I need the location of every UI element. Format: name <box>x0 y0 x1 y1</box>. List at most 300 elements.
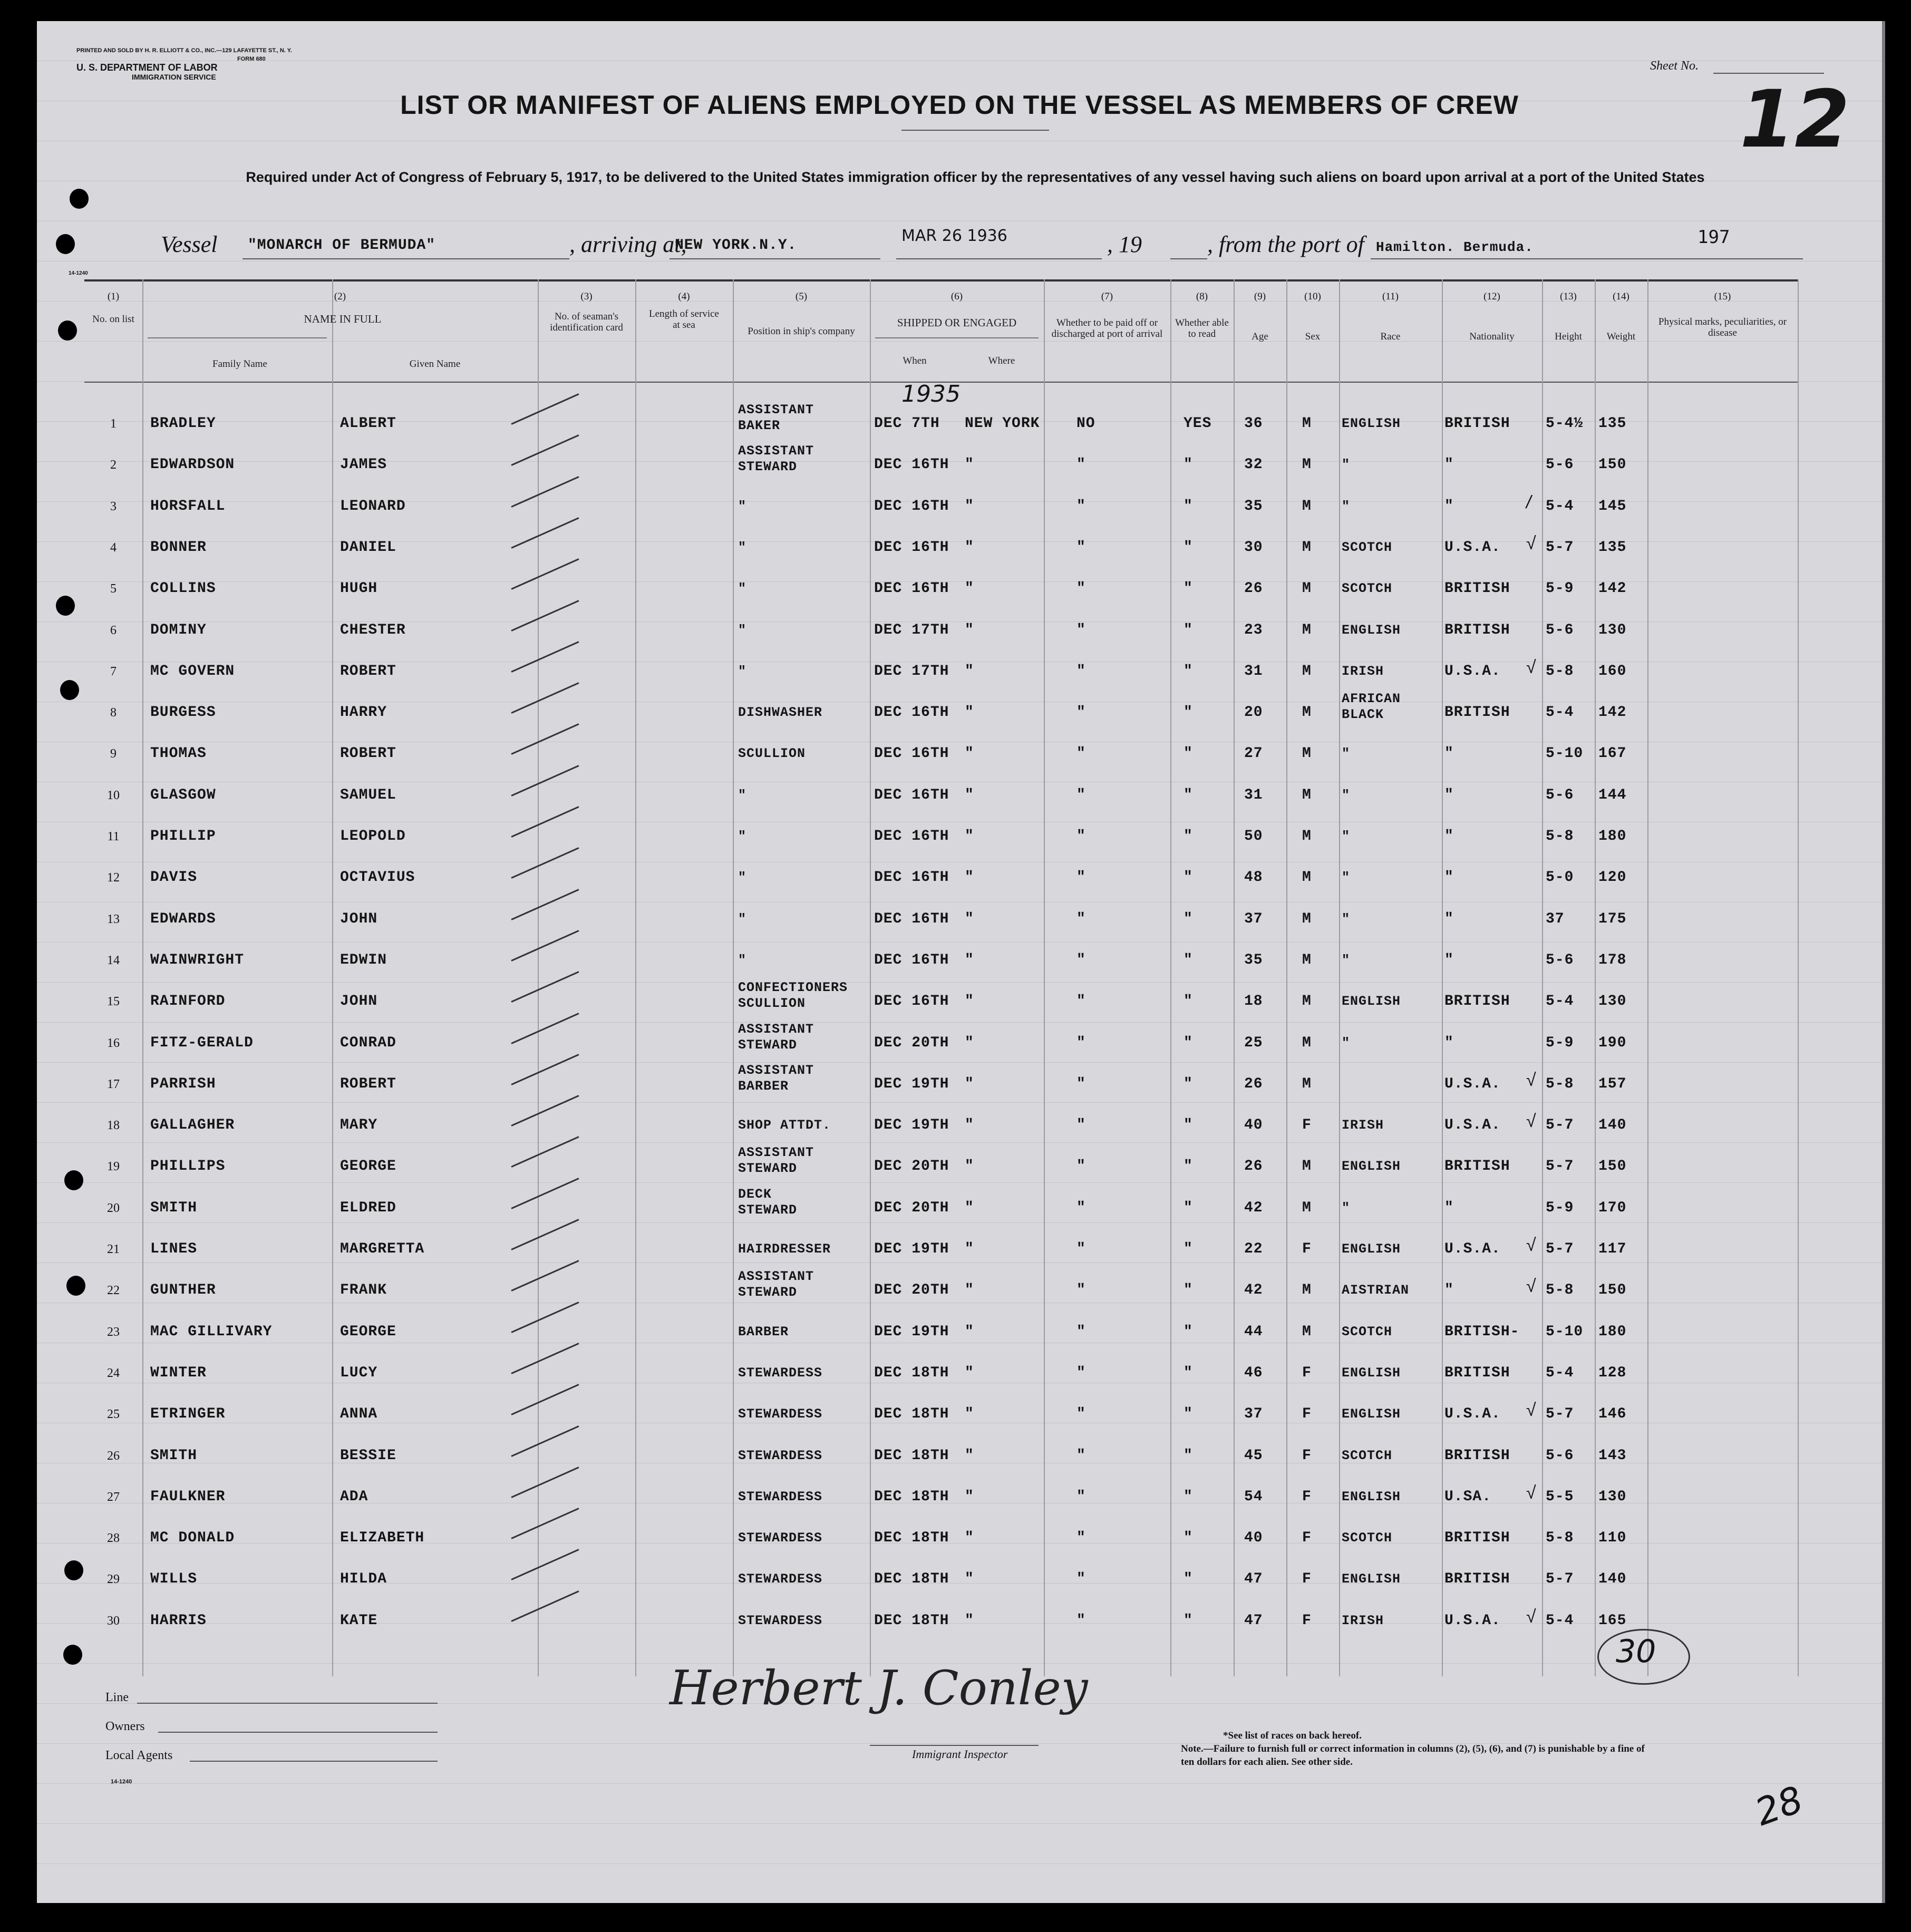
cell-when: DEC 18TH <box>874 1488 949 1505</box>
cell-where: " <box>965 1241 974 1257</box>
cell-nat: U.SA. <box>1444 1488 1492 1505</box>
cell-position: STEWARDESS <box>738 1571 823 1587</box>
cell-nat: " <box>1444 1034 1454 1051</box>
cell-age: 37 <box>1244 910 1263 927</box>
cell-weight: 145 <box>1598 498 1627 514</box>
row-number: 24 <box>107 1366 120 1380</box>
cell-nat: BRITISH <box>1444 1571 1510 1588</box>
cell-age: 54 <box>1244 1488 1263 1505</box>
header-able-read: Whether able to read <box>1175 317 1229 339</box>
cell-position: HAIRDRESSER <box>738 1241 831 1257</box>
cell-where: " <box>965 787 974 803</box>
cell-paid: " <box>1076 1117 1086 1134</box>
cell-height: 5-4 <box>1546 498 1574 514</box>
cell-height: 5-8 <box>1546 1282 1574 1299</box>
cell-weight: 142 <box>1598 580 1627 597</box>
cell-family: THOMAS <box>150 745 207 762</box>
cell-given: KATE <box>340 1612 378 1629</box>
cell-paid: " <box>1076 1364 1086 1381</box>
cell-nat: " <box>1444 1282 1454 1299</box>
cell-paid: " <box>1076 952 1086 968</box>
cell-height: 5-9 <box>1546 1034 1574 1051</box>
column-rule <box>1339 279 1340 1676</box>
cell-when: DEC 19TH <box>874 1241 949 1257</box>
cell-given: OCTAVIUS <box>340 869 415 886</box>
header-when: When <box>903 355 927 366</box>
cell-when: DEC 20TH <box>874 1158 949 1175</box>
cell-paid: " <box>1076 1282 1086 1299</box>
header-no-on-list: No. on list <box>92 314 134 325</box>
id-card-dash <box>511 765 579 797</box>
cell-where: " <box>965 828 974 844</box>
line-rule <box>137 1703 438 1704</box>
cell-race: SCOTCH <box>1342 1448 1393 1463</box>
cell-race: ENGLISH <box>1342 416 1401 431</box>
cell-age: 31 <box>1244 787 1263 803</box>
column-rule <box>635 279 636 1676</box>
cell-sex: M <box>1302 828 1312 844</box>
cell-given: HILDA <box>340 1571 387 1588</box>
cell-where: " <box>965 663 974 679</box>
row-number: 3 <box>110 499 117 513</box>
id-card-dash <box>511 1095 579 1127</box>
cell-race: ENGLISH <box>1342 1159 1401 1174</box>
cell-read: " <box>1184 663 1193 679</box>
cell-family: FAULKNER <box>150 1488 226 1505</box>
header-physical-marks: Physical marks, peculiarities, or disease <box>1658 316 1787 338</box>
cell-family: WAINWRIGHT <box>150 952 245 968</box>
cell-sex: M <box>1302 1034 1312 1051</box>
cell-sex: M <box>1302 457 1312 473</box>
sheet-label: Sheet No. <box>1650 59 1699 73</box>
id-card-dash <box>511 517 579 549</box>
cell-where: " <box>965 1034 974 1051</box>
handwritten-year: 1935 <box>901 381 961 407</box>
cell-read: " <box>1184 745 1193 762</box>
cell-read: " <box>1184 1447 1193 1464</box>
punch-hole <box>56 596 75 616</box>
cell-height: 5-9 <box>1546 1199 1574 1216</box>
cell-given: JOHN <box>340 993 378 1010</box>
col-number: (4) <box>678 291 690 302</box>
title-rule <box>901 130 1049 131</box>
row-number: 17 <box>107 1077 120 1091</box>
cell-family: LINES <box>150 1241 198 1257</box>
cell-race: ENGLISH <box>1342 1406 1401 1422</box>
cell-position: CONFECTIONERS SCULLION <box>738 980 848 1012</box>
col-number: (13) <box>1560 291 1577 302</box>
row-number: 2 <box>110 458 117 472</box>
cell-age: 44 <box>1244 1323 1263 1340</box>
cell-where: " <box>965 869 974 886</box>
cell-when: DEC 16TH <box>874 952 949 968</box>
cell-height: 5-7 <box>1546 1117 1574 1134</box>
cell-where: " <box>965 1199 974 1216</box>
cell-paid: " <box>1076 1612 1086 1629</box>
cell-race: AISTRIAN <box>1342 1283 1410 1298</box>
cell-paid: " <box>1076 1075 1086 1092</box>
date-line <box>896 258 1102 259</box>
cell-position: " <box>738 829 747 844</box>
cell-race: ENGLISH <box>1342 622 1401 638</box>
cell-read: " <box>1184 910 1193 927</box>
cell-weight: 190 <box>1598 1034 1627 1051</box>
cell-race: " <box>1342 1200 1351 1216</box>
header-length-service: Length of service at sea <box>649 308 719 331</box>
id-card-dash <box>511 1013 579 1044</box>
owners-rule <box>158 1732 438 1733</box>
cell-height: 5-7 <box>1546 1158 1574 1175</box>
cell-sex: F <box>1302 1488 1312 1505</box>
cell-family: MC DONALD <box>150 1530 235 1547</box>
cell-nat: BRITISH- <box>1444 1323 1520 1340</box>
cell-race: IRISH <box>1342 663 1384 679</box>
cell-height: 5-7 <box>1546 1241 1574 1257</box>
cell-read: " <box>1184 622 1193 638</box>
cell-read: " <box>1184 457 1193 473</box>
port-line <box>670 258 880 259</box>
cell-position: STEWARDESS <box>738 1448 823 1463</box>
check-mark: √ <box>1526 1482 1536 1503</box>
id-card-dash <box>511 1467 579 1498</box>
cell-given: LEOPOLD <box>340 828 406 844</box>
punch-hole <box>66 1276 85 1296</box>
cell-position: DISHWASHER <box>738 705 823 721</box>
cell-position: " <box>738 911 747 927</box>
id-card-dash <box>511 1137 579 1168</box>
cell-where: " <box>965 1323 974 1340</box>
cell-weight: 180 <box>1598 828 1627 844</box>
id-card-dash <box>511 930 579 962</box>
cell-race: " <box>1342 829 1351 844</box>
id-card-dash <box>511 558 579 590</box>
row-number: 5 <box>110 582 117 596</box>
column-rule <box>733 279 734 1676</box>
cell-where: " <box>965 498 974 514</box>
cell-height: 5-4½ <box>1546 415 1584 432</box>
cell-when: DEC 16TH <box>874 787 949 803</box>
cell-age: 25 <box>1244 1034 1263 1051</box>
cell-height: 5-9 <box>1546 580 1574 597</box>
col-number: (1) <box>107 291 120 302</box>
cell-given: DANIEL <box>340 539 396 556</box>
cell-read: " <box>1184 704 1193 721</box>
cell-read: " <box>1184 1612 1193 1629</box>
arriving-port: NEW YORK.N.Y. <box>675 237 797 254</box>
cell-given: BESSIE <box>340 1447 396 1464</box>
id-card-dash <box>511 641 579 673</box>
cell-when: DEC 19TH <box>874 1323 949 1340</box>
cell-age: 46 <box>1244 1364 1263 1381</box>
cell-age: 40 <box>1244 1117 1263 1134</box>
cell-age: 32 <box>1244 457 1263 473</box>
cell-when: DEC 16TH <box>874 498 949 514</box>
stamp-number: 197 <box>1697 227 1730 248</box>
cell-weight: 146 <box>1598 1406 1627 1423</box>
cell-given: ELDRED <box>340 1199 396 1216</box>
cell-height: 5-5 <box>1546 1488 1574 1505</box>
cell-when: DEC 18TH <box>874 1612 949 1629</box>
cell-when: DEC 16TH <box>874 457 949 473</box>
cell-read: " <box>1184 1323 1193 1340</box>
cell-family: DOMINY <box>150 622 207 638</box>
cell-weight: 160 <box>1598 663 1627 679</box>
check-mark: √ <box>1526 1111 1536 1132</box>
column-rule <box>538 279 539 1676</box>
id-card-dash <box>511 889 579 920</box>
cell-family: EDWARDSON <box>150 457 235 473</box>
cell-sex: F <box>1302 1364 1312 1381</box>
manifest-sheet <box>37 21 1885 1903</box>
cell-height: 5-4 <box>1546 704 1574 721</box>
id-card-dash <box>511 476 579 508</box>
cell-sex: F <box>1302 1406 1312 1423</box>
cell-sex: M <box>1302 415 1312 432</box>
cell-height: 5-8 <box>1546 828 1574 844</box>
cell-sex: M <box>1302 1158 1312 1175</box>
check-mark: √ <box>1526 657 1536 677</box>
cell-position: ASSISTANT BAKER <box>738 402 814 433</box>
id-card-dash <box>511 1549 579 1581</box>
row-number: 22 <box>107 1284 120 1298</box>
check-mark: √ <box>1526 533 1536 554</box>
cell-paid: " <box>1076 498 1086 514</box>
cell-age: 26 <box>1244 1075 1263 1092</box>
cell-sex: F <box>1302 1241 1312 1257</box>
punch-hole <box>60 680 79 700</box>
punch-hole <box>58 321 77 341</box>
cell-where: " <box>965 704 974 721</box>
cell-sex: M <box>1302 704 1312 721</box>
agents-label: Local Agents <box>105 1749 173 1762</box>
cell-family: ETRINGER <box>150 1406 226 1423</box>
cell-family: DAVIS <box>150 869 198 886</box>
cell-age: 18 <box>1244 993 1263 1010</box>
cell-read: " <box>1184 1571 1193 1588</box>
cell-read: " <box>1184 1406 1193 1423</box>
header-nationality: Nationality <box>1469 331 1515 342</box>
cell-when: DEC 19TH <box>874 1117 949 1134</box>
cell-weight: 120 <box>1598 869 1627 886</box>
cell-age: 50 <box>1244 828 1263 844</box>
cell-family: MC GOVERN <box>150 663 235 679</box>
row-number: 1 <box>110 417 117 431</box>
cell-given: LEONARD <box>340 498 406 514</box>
cell-age: 45 <box>1244 1447 1263 1464</box>
cell-nat: " <box>1444 498 1454 514</box>
header-position: Position in ship's company <box>748 326 855 337</box>
row-number: 9 <box>110 747 117 761</box>
check-mark: √ <box>1526 1400 1536 1421</box>
cell-family: EDWARDS <box>150 910 216 927</box>
cell-position: ASSISTANT STEWARD <box>738 1269 814 1300</box>
cell-weight: 150 <box>1598 1158 1627 1175</box>
col-number: (2) <box>334 291 346 302</box>
cell-age: 35 <box>1244 952 1263 968</box>
cell-position: " <box>738 952 747 968</box>
row-number: 18 <box>107 1119 120 1133</box>
col-number: (7) <box>1101 291 1113 302</box>
inspector-signature: Herbert J. Conley <box>670 1661 1088 1716</box>
cell-height: 5-10 <box>1546 745 1584 762</box>
cell-position: STEWARDESS <box>738 1489 823 1504</box>
header-weight: Weight <box>1606 331 1636 342</box>
cell-race: " <box>1342 787 1351 803</box>
cell-family: FITZ-GERALD <box>150 1034 254 1051</box>
cell-sex: F <box>1302 1612 1312 1629</box>
page-subtitle: Required under Act of Congress of February 5, 1917, to be delivered to the United States immigration officer by the representatives of any vessel having such aliens on board upon arrival at a port of the United States <box>246 169 1705 185</box>
check-mark: √ <box>1526 1070 1536 1090</box>
cell-race: ENGLISH <box>1342 1365 1401 1381</box>
cell-read: " <box>1184 1282 1193 1299</box>
cell-read: " <box>1184 580 1193 597</box>
total-count: 30 <box>1616 1633 1656 1670</box>
cell-where: NEW YORK <box>965 415 1040 432</box>
inspector-label: Immigrant Inspector <box>912 1747 1008 1761</box>
cell-given: MARY <box>340 1117 378 1134</box>
cell-paid: " <box>1076 1034 1086 1051</box>
cell-read: YES <box>1184 415 1212 432</box>
check-mark: / <box>1526 492 1531 512</box>
races-note: *See list of races on back hereof. <box>1223 1730 1362 1741</box>
cell-given: GEORGE <box>340 1323 396 1340</box>
check-mark: √ <box>1526 1276 1536 1297</box>
cell-when: DEC 18TH <box>874 1447 949 1464</box>
cell-given: ROBERT <box>340 1075 396 1092</box>
cell-weight: 167 <box>1598 745 1627 762</box>
row-number: 11 <box>107 830 120 843</box>
cell-given: HUGH <box>340 580 378 597</box>
cell-race: " <box>1342 746 1351 762</box>
cell-when: DEC 18TH <box>874 1571 949 1588</box>
col-number: (5) <box>795 291 808 302</box>
cell-height: 5-10 <box>1546 1323 1584 1340</box>
cell-sex: M <box>1302 622 1312 638</box>
cell-nat: BRITISH <box>1444 704 1510 721</box>
cell-age: 40 <box>1244 1530 1263 1547</box>
cell-where: " <box>965 1571 974 1588</box>
cell-read: " <box>1184 498 1193 514</box>
cell-paid: " <box>1076 910 1086 927</box>
cell-nat: BRITISH <box>1444 622 1510 638</box>
cell-read: " <box>1184 539 1193 556</box>
cell-nat: U.S.A. <box>1444 1241 1501 1257</box>
cell-age: 48 <box>1244 869 1263 886</box>
cell-where: " <box>965 1530 974 1547</box>
check-mark: √ <box>1526 1606 1536 1627</box>
cell-race: IRISH <box>1342 1613 1384 1628</box>
from-port: Hamilton. Bermuda. <box>1376 239 1534 255</box>
cell-family: GUNTHER <box>150 1282 216 1299</box>
id-card-dash <box>511 393 579 425</box>
cell-family: HARRIS <box>150 1612 207 1629</box>
column-rule <box>332 279 333 1676</box>
cell-position: ASSISTANT STEWARD <box>738 1145 814 1177</box>
cell-read: " <box>1184 1241 1193 1257</box>
cell-sex: M <box>1302 580 1312 597</box>
cell-when: DEC 16TH <box>874 580 949 597</box>
cell-when: DEC 18TH <box>874 1364 949 1381</box>
cell-height: 5-7 <box>1546 1571 1574 1588</box>
cell-read: " <box>1184 1364 1193 1381</box>
department-name: U. S. DEPARTMENT OF LABOR <box>76 62 218 73</box>
cell-when: DEC 19TH <box>874 1075 949 1092</box>
cell-when: DEC 18TH <box>874 1530 949 1547</box>
cell-family: BRADLEY <box>150 415 216 432</box>
cell-height: 5-0 <box>1546 869 1574 886</box>
cell-nat: BRITISH <box>1444 1447 1510 1464</box>
id-card-dash <box>511 847 579 879</box>
column-rule <box>870 279 871 1676</box>
cell-family: COLLINS <box>150 580 216 597</box>
cell-where: " <box>965 1406 974 1423</box>
name-subrule <box>148 337 327 338</box>
from-label: , from the port of <box>1207 231 1364 257</box>
page-number: 12 <box>1740 74 1850 166</box>
punch-hole <box>64 1170 83 1190</box>
col-number: (9) <box>1254 291 1266 302</box>
col-number: (11) <box>1382 291 1399 302</box>
row-number: 10 <box>107 788 120 802</box>
cell-race: " <box>1342 911 1351 927</box>
cell-weight: 175 <box>1598 910 1627 927</box>
cell-race: ENGLISH <box>1342 1489 1401 1504</box>
cell-paid: " <box>1076 704 1086 721</box>
cell-paid: " <box>1076 1158 1086 1175</box>
id-card-dash <box>511 1302 579 1333</box>
cell-race: ENGLISH <box>1342 994 1401 1009</box>
header-where: Where <box>988 355 1015 366</box>
cell-nat: " <box>1444 828 1454 844</box>
cell-position: " <box>738 870 747 886</box>
vessel-label: Vessel <box>161 231 218 257</box>
column-rule <box>1542 279 1543 1676</box>
cell-weight: 130 <box>1598 622 1627 638</box>
cell-weight: 150 <box>1598 1282 1627 1299</box>
cell-family: RAINFORD <box>150 993 226 1010</box>
header-shipped-engaged: SHIPPED OR ENGAGED <box>897 316 1017 329</box>
form-number: FORM 680 <box>237 56 266 62</box>
header-height: Height <box>1555 331 1582 342</box>
cell-read: " <box>1184 1530 1193 1547</box>
cell-nat: BRITISH <box>1444 1530 1510 1547</box>
cell-age: 35 <box>1244 498 1263 514</box>
line-label: Line <box>105 1691 129 1704</box>
cell-given: ADA <box>340 1488 368 1505</box>
cell-nat: " <box>1444 745 1454 762</box>
cell-read: " <box>1184 869 1193 886</box>
cell-nat: " <box>1444 869 1454 886</box>
cell-race: " <box>1342 952 1351 968</box>
cell-nat: U.S.A. <box>1444 539 1501 556</box>
cell-sex: M <box>1302 498 1312 514</box>
cell-nat: U.S.A. <box>1444 1406 1501 1423</box>
cell-position: STEWARDESS <box>738 1406 823 1422</box>
arriving-label: , arriving at, <box>569 231 687 257</box>
cell-when: DEC 7TH <box>874 415 940 432</box>
cell-position: STEWARDESS <box>738 1365 823 1381</box>
cell-sex: M <box>1302 1075 1312 1092</box>
cell-paid: " <box>1076 1571 1086 1588</box>
row-number: 4 <box>110 540 117 555</box>
cell-nat: BRITISH <box>1444 1158 1510 1175</box>
cell-weight: 170 <box>1598 1199 1627 1216</box>
cell-family: BONNER <box>150 539 207 556</box>
cell-given: HARRY <box>340 704 387 721</box>
id-card-dash <box>511 1343 579 1374</box>
id-card-dash <box>511 1590 579 1622</box>
header-given-name: Given Name <box>409 358 461 370</box>
